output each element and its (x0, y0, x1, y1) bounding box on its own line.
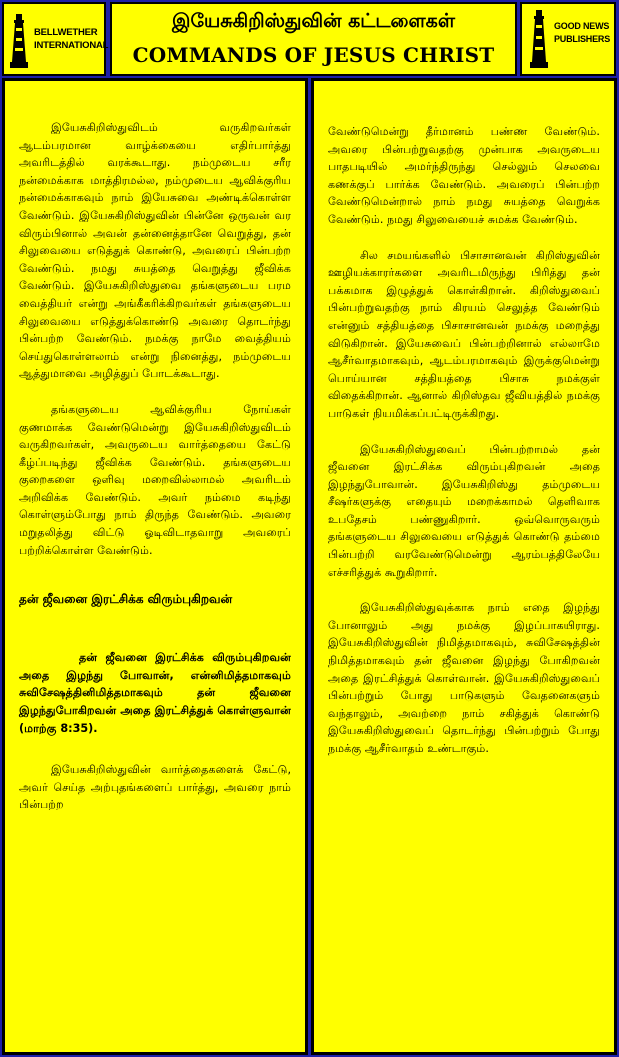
good-news-logo (520, 2, 616, 76)
left-paragraph-3: இயேசுகிறிஸ்துவின் வார்த்தைகளைக் கேட்டு, அவர் செய்த அற்புதங்களைப் பார்த்து, அவரை நாம் பின்பற்ற (19, 763, 291, 812)
right-paragraph-continued: வேண்டுமென்று தீர்மானம் பண்ண வேண்டும். அவரை பின்பற்றுவதற்கு முன்பாக அவருடைய பாதபடியில் அமர்ந்திருந்து செல்லும் செலவை கணக்குப் பார்க்க வேண்டும். அவரைப் பின்பற்ற வேண்டுமென்றால் நாம் நமது சுயத்தை வெறுக்க வேண்டும். நமது சிலுவையைச் சுமக்க வேண்டும். (328, 125, 600, 226)
page-title-tamil: இயேசுகிறிஸ்துவின் கட்டளைகள் (172, 10, 455, 32)
good-news-line2: PUBLISHERS (554, 34, 611, 44)
right-column-text (328, 123, 600, 776)
scripture-verse: தன் ஜீவனை இரட்சிக்க விரும்புகிறவன் அதை இழந்து போவான், என்னிமித்தமாகவும் சுவிசேஷத்தினிமித்தமாகவும் தன் ஜீவனை இழந்துபோகிறவன் அதை இரட்சித்துக் கொள்ளுவான் (மாற்கு 8:35). (19, 651, 291, 735)
left-column-text (19, 119, 291, 832)
left-column (2, 78, 308, 1055)
right-column (311, 78, 617, 1055)
bellwether-logo (2, 2, 109, 76)
left-paragraph-2: தங்களுடைய ஆவிக்குரிய நோய்கள் குணமாக்க வேண்டுமென்று இயேசுகிறிஸ்துவிடம் வருகிறவர்கள், அவருடைய வார்த்தையை கேட்டு கீழ்ப்படிந்து ஜீவிக்க வேண்டும். தங்களுடைய குறைகளை ஒளிவு மறைவில்லாமல் அவரிடம் அறிவிக்க வேண்டும். அவர் நம்மை கடிந்து கொள்ளும்போது நாம் திருந்த வேண்டும். அவரை மறுதலித்து விட்டு ஓடிவிடாதவாறு அவரைப் பற்றிக்கொள்ள வேண்டும். (19, 402, 291, 557)
bellwether-line2: INTERNATIONAL (34, 40, 109, 51)
right-paragraph-2: இயேசுகிறிஸ்துவைப் பின்பற்றாமல் தன் ஜீவனை இரட்சிக்க விரும்புகிறவன் அதை இழந்துபோவான். இயேசுகிறிஸ்து தம்முடைய சீஷர்களுக்கு எதையும் மறைக்காமல் தெளிவாக உபதேசம் பண்ணுகிறார். ஒவ்வொருவரும் தங்களுடைய சிலுவையை எடுத்துக் கொண்டு தம்மை பின்பற்றி வரவேண்டுமென்று ஆரம்பத்திலேயே எச்சரித்துக் கூறுகிறார். (328, 442, 600, 579)
lighthouse-icon (530, 10, 548, 68)
header (0, 0, 619, 78)
right-paragraph-1: சில சமயங்களில் பிசாசானவன் கிறிஸ்துவின் ஊழியக்காரர்களை அவரிடமிருந்து பிரித்து தன் பக்கமாக இழுத்துக் கொள்கிறான். கிறிஸ்துவைப் பின்பற்றுவதற்கு நாம் கிரயம் செலுத்த வேண்டும் என்னும் சத்தியத்தை பிசாசானவன் நமக்கு மறைத்து விடுகிறான். இயேசுவைப் பின்பற்றினால் எல்லாமே ஆசீர்வாதமாகவும், ஆடம்பரமாகவும் இருக்குமென்று பொய்யான சத்தியத்தை பிசாசு நமக்குள் விதைக்கிறான். ஆனால் கிறிஸ்தவ ஜீவியத்தில் நமக்கு பாடுகள் நியமிக்கப்பட்டிருக்கிறது. (328, 248, 600, 420)
bellwether-logo-text (34, 26, 108, 52)
page-title-english: COMMANDS OF JESUS CHRIST (132, 43, 495, 67)
section-heading: தன் ஜீவனை இரட்சிக்க விரும்புகிறவன் (19, 592, 233, 607)
left-paragraph-1: இயேசுகிறிஸ்துவிடம் வருகிறவர்கள் ஆடம்பரமான வாழ்க்கையை எதிர்பார்த்து அவரிடத்தில் வரக்கூடாது. நம்முடைய சரீர நன்மைக்காக மாத்திரமல்ல, நம்முடைய ஆவிக்குரிய நன்மைக்காகவும் நாம் இயேசுவை அண்டிக்கொள்ள வேண்டும். இயேசுகிறிஸ்துவின் பின்னே ஒருவன் வர விரும்பினால் அவன் தன்னைத்தானே வெறுத்து, தன் சிலுவையை எடுத்துக் கொண்டு, அவரைப் பின்பற்ற வேண்டும். நமது சுயத்தை வெறுத்து ஜீவிக்க வேண்டும். இயேசுகிறிஸ்துவை தங்களுடைய பரம வைத்தியர் என்று அங்கீகரிக்கிறவர்கள் தங்களுடைய சிலுவையை எடுத்துக்கொண்டு அவரை தொடர்ந்து பின்பற்ற வேண்டும். நமக்கு நாமே வைத்தியம் செய்துகொள்ளலாம் என்று நினைத்து, நம்முடைய ஆத்துமாவை அழித்துப் போடக்கூடாது. (19, 121, 291, 381)
bellwether-line1: BELLWETHER (34, 27, 98, 38)
right-paragraph-3: இயேசுகிறிஸ்துவுக்காக நாம் எதை இழந்து போனாலும் அது நமக்கு இழப்பாகயிராது. இயேசுகிறிஸ்துவின் நிமித்தமாகவும், சுவிசேஷத்தின் நிமித்தமாகவும் தன் ஜீவனை இழந்து போகிறவன் அதை இரட்சித்துக் கொள்வான். இயேசுகிறிஸ்துவைப் பின்பற்றும் போது பாடுகளும் வேதனைகளும் வந்தாலும், அவற்றை நாம் சகித்துக் கொண்டு இயேசுகிறிஸ்துவைப் தொடர்ந்து பின்பற்றும் போது நமக்கு ஆசீர்வாதம் உண்டாகும். (328, 601, 600, 755)
good-news-logo-text (554, 20, 610, 46)
good-news-line1: GOOD NEWS (554, 21, 610, 31)
title-box (110, 2, 517, 76)
lighthouse-icon (10, 14, 28, 68)
